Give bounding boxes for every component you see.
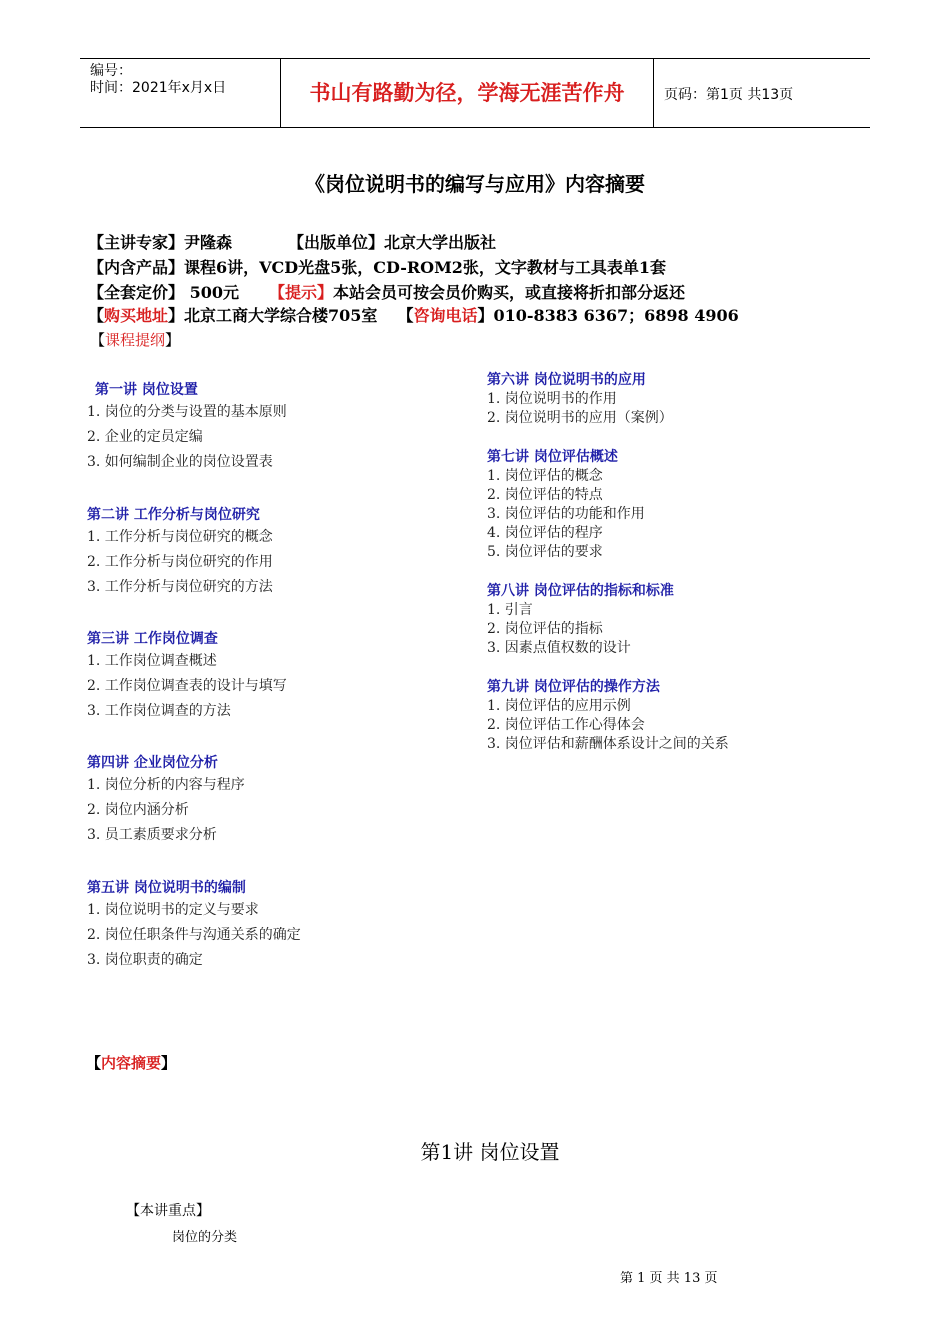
lecture-item: 3. 因素点值权数的设计 [487,640,631,656]
lecture-item: 1. 岗位说明书的作用 [487,391,617,407]
lecture-item: 4. 岗位评估的程序 [487,525,603,541]
lecture-item: 3. 员工素质要求分析 [87,827,217,843]
phone-value: 】010-8383 6367；6898 4906 [477,306,739,325]
bracket: 【 [88,306,105,325]
time-label: 时间：2021年x月x日 [90,80,227,96]
key-point-item: 岗位的分类 [172,1230,238,1245]
lecture-item: 3. 岗位评估的功能和作用 [487,506,645,522]
header-motto: 书山有路勤为径，学海无涯苦作舟 [281,59,654,127]
info-line-address [88,304,739,328]
lecture-7 [487,447,645,562]
bracket: 【 [397,306,414,325]
lecture-2 [87,505,273,600]
section-title: 第1讲 岗位设置 [420,1140,560,1164]
lecture-item: 2. 岗位评估的特点 [487,487,603,503]
lecture-3 [87,629,287,724]
lecture-title: 第六讲 岗位说明书的应用 [487,372,646,388]
lecture-item: 1. 岗位的分类与设置的基本原则 [87,404,287,420]
bracket: 【 [90,331,106,349]
header-page-info: 页码：第1页 共13页 [664,87,794,103]
lecture-title: 第一讲 岗位设置 [95,382,198,398]
number-label: 编号： [90,63,132,79]
lecture-5 [87,878,301,973]
lecture-item: 2. 岗位评估工作心得体会 [487,717,645,733]
lecture-4 [87,753,245,848]
lecture-title: 第三讲 工作岗位调查 [87,631,218,647]
page-header [80,58,870,128]
lecture-item: 1. 工作岗位调查概述 [87,653,217,669]
page-footer: 第 1 页 共 13 页 [620,1271,718,1286]
outline-key: 课程提纲 [105,331,166,349]
outline-label [90,329,180,350]
info-line-price [88,281,685,305]
lecture-item: 3. 岗位评估和薪酬体系设计之间的关系 [487,736,729,752]
lecture-item: 2. 岗位任职条件与沟通关系的确定 [87,927,301,943]
lecture-item: 2. 工作岗位调查表的设计与填写 [87,678,287,694]
summary-key: 内容摘要 [101,1054,162,1072]
lecture-title: 第五讲 岗位说明书的编制 [87,880,246,896]
lecture-item: 1. 工作分析与岗位研究的概念 [87,529,273,545]
info-line-products: 【内含产品】课程6讲，VCD光盘5张，CD-ROM2张，文字教材与工具表单1套 [88,258,667,277]
bracket: 】 [165,331,181,349]
info-line-expert [88,231,496,255]
lecture-item: 2. 岗位内涵分析 [87,802,189,818]
lecture-item: 3. 岗位职责的确定 [87,952,203,968]
lecture-item: 3. 工作岗位调查的方法 [87,703,231,719]
lecture-title: 第二讲 工作分析与岗位研究 [87,507,260,523]
document-title: 《岗位说明书的编写与应用》内容摘要 [305,172,645,196]
lecture-item: 2. 企业的定员定编 [87,429,203,445]
lecture-item: 1. 岗位说明书的定义与要求 [87,902,259,918]
lecture-title: 第七讲 岗位评估概述 [487,449,618,465]
bracket: 】 [161,1054,177,1072]
lecture-item: 2. 工作分析与岗位研究的作用 [87,554,273,570]
lecture-item: 3. 如何编制企业的岗位设置表 [87,454,273,470]
lecture-item: 1. 岗位评估的概念 [487,468,603,484]
lecture-item: 3. 工作分析与岗位研究的方法 [87,579,273,595]
lecture-item: 1. 岗位评估的应用示例 [487,698,631,714]
address-key: 购买地址 [104,306,169,325]
lecture-item: 2. 岗位评估的指标 [487,621,603,637]
lecture-item: 2. 岗位说明书的应用（案例） [487,410,673,426]
lecture-item: 1. 引言 [487,602,533,618]
tip-text: 本站会员可按会员价购买，或直接将折扣部分返还 [333,283,686,302]
lecture-title: 第九讲 岗位评估的操作方法 [487,679,660,695]
publisher-label: 【出版单位】北京大学出版社 [288,233,497,252]
tip-bracket: 【提示】 [268,283,333,302]
lecture-8 [487,581,674,658]
header-meta [80,59,281,127]
phone-key: 咨询电话 [413,306,478,325]
lecture-item: 5. 岗位评估的要求 [487,544,603,560]
expert-label: 【主讲专家】尹隆森 [88,233,233,252]
lecture-title: 第四讲 企业岗位分析 [87,755,218,771]
lecture-item: 1. 岗位分析的内容与程序 [87,777,245,793]
lecture-1 [87,380,287,475]
price-label: 【全套定价】 500元 [88,283,239,302]
bracket: 【 [86,1054,102,1072]
address-value: 】北京工商大学综合楼705室 [168,306,378,325]
lecture-title: 第八讲 岗位评估的指标和标准 [487,583,674,599]
summary-label [86,1052,176,1073]
lecture-6 [487,370,673,428]
lecture-9 [487,677,729,754]
key-points-label: 【本讲重点】 [126,1203,210,1219]
